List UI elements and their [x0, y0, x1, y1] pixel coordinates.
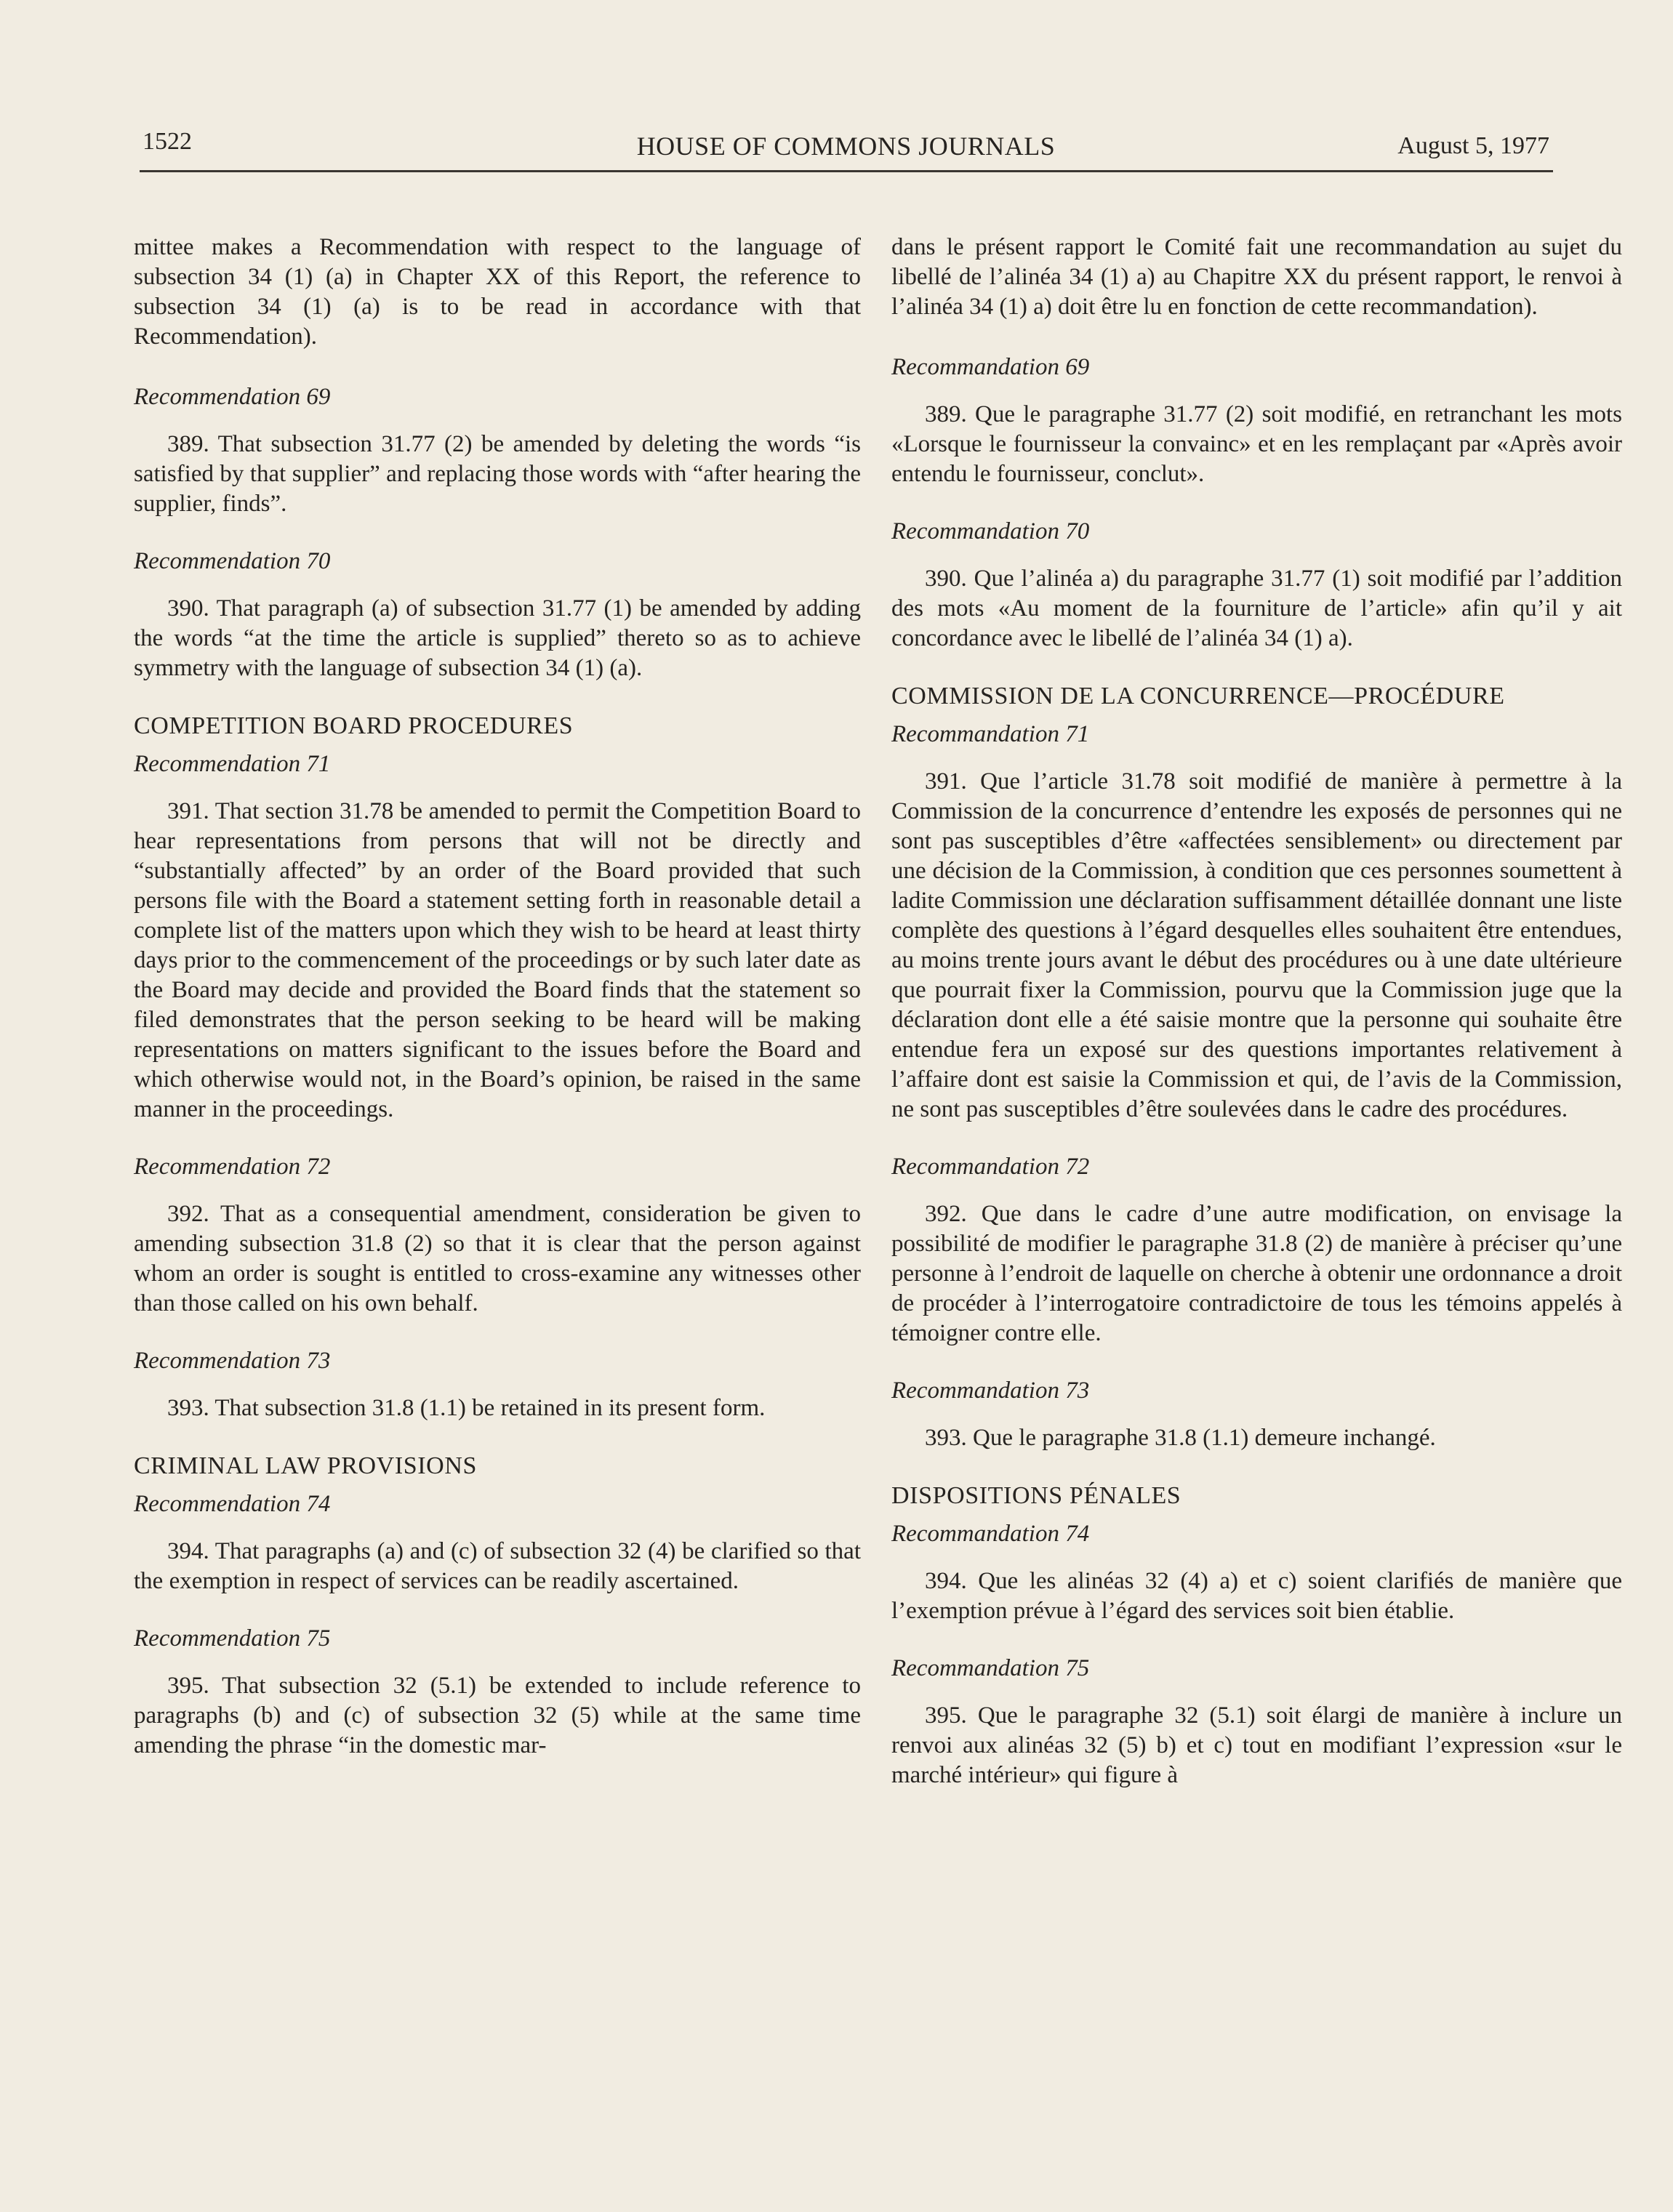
paragraph-395: 395. Que le paragraphe 32 (5.1) soit élargi de manière à inclure un renvoi aux alinéas 32 (5) b) et c) tout en modifiant l’expression «sur le marché intérieur» qui figure à [891, 1702, 1622, 1788]
recommendation-heading: Recommandation 72 [891, 1154, 1090, 1180]
recommendation-heading: Recommendation 69 [134, 384, 331, 410]
recommendation-heading: Recommandation 69 [891, 354, 1090, 380]
recommendation-heading: Recommendation 74 [134, 1491, 331, 1517]
paragraph-390: 390. Que l’alinéa a) du paragraphe 31.77 (1) soit modifié par l’addition des mots «Au moment de la fourniture de l’article» afin qu’il y ait concordance avec le libellé de l’alinéa 34 (1) a). [891, 566, 1622, 651]
continuation-paragraph: dans le présent rapport le Comité fait une recommandation au sujet du libellé de l’alinéa 34 (1) a) au Chapitre XX du présent rapport, le renvoi à l’alinéa 34 (1) a) doit être lu en fonction de cette recommandation). [891, 234, 1622, 320]
paragraph-394: 394. Que les alinéas 32 (4) a) et c) soient clarifiés de manière que l’exemption prévue à l’égard des services soit bien établie. [891, 1568, 1622, 1624]
journal-title: HOUSE OF COMMONS JOURNALS [636, 132, 1056, 161]
header-rule [140, 170, 1553, 172]
paragraph-392: 392. Que dans le cadre d’une autre modification, on envisage la possibilité de modifier le paragraphe 31.8 (2) de manière à préciser qu’une personne à l’endroit de laquelle on cherche à obtenir une ordonnance a droit de procéder à l’interrogatoire contradictoire de tous les témoins appelés à témoigner contre elle. [891, 1201, 1622, 1346]
paragraph-390: 390. That paragraph (a) of subsection 31.77 (1) be amended by adding the words “at the time the article is supplied” thereto so as to achieve symmetry with the language of subsection 34 (1) (a). [134, 595, 861, 681]
recommendation-heading: Recommendation 72 [134, 1154, 331, 1180]
paragraph-389: 389. That subsection 31.77 (2) be amended by deleting the words “is satisfied by that supplier” and replacing those words with “after hearing the supplier, finds”. [134, 431, 861, 517]
paragraph-392: 392. That as a consequential amendment, consideration be given to amending subsection 31.8 (2) so that it is clear that the person against whom an order is sought is entitled to cross-examine any witnesses other than those called on his own behalf. [134, 1201, 861, 1316]
french-column [891, 233, 1622, 1818]
recommendation-heading: Recommendation 75 [134, 1625, 331, 1652]
english-column [134, 233, 861, 1788]
paragraph-389: 389. Que le paragraphe 31.77 (2) soit modifié, en retranchant les mots «Lorsque le fournisseur la convainc» et en les remplaçant par «Après avoir entendu le fournisseur, conclut». [891, 401, 1622, 487]
continuation-paragraph: mittee makes a Recommendation with respect to the language of subsection 34 (1) (a) in Chapter XX of this Report, the reference to subsection 34 (1) (a) is to be read in accordance with that Recommendation). [134, 234, 861, 350]
paragraph-394: 394. That paragraphs (a) and (c) of subsection 32 (4) be clarified so that the exemption in respect of services can be readily ascertained. [134, 1538, 861, 1594]
recommendation-heading: Recommendation 70 [134, 548, 331, 574]
page-number: 1522 [143, 128, 192, 155]
section-heading: DISPOSITIONS PÉNALES [891, 1482, 1181, 1509]
paragraph-393: 393. That subsection 31.8 (1.1) be retained in its present form. [167, 1395, 766, 1421]
section-heading: COMPETITION BOARD PROCEDURES [134, 712, 574, 739]
recommendation-heading: Recommendation 71 [134, 751, 331, 777]
journal-date: August 5, 1977 [1397, 132, 1549, 159]
page-header [143, 122, 1549, 169]
section-heading: CRIMINAL LAW PROVISIONS [134, 1452, 477, 1479]
paragraph-391: 391. Que l’article 31.78 soit modifié de manière à permettre à la Commission de la concurrence d’entendre les exposés de personnes qui ne sont pas susceptibles d’être «affectées sensiblement» ou directement par une décision de la Commission, à condition que ces personnes soumettent à ladite Commission une déclaration suffisamment détaillée donnant une liste complète des questions à l’égard desquelles elles souhaitent être entendues, au moins trente jours avant le début des procédures ou à une date ultérieure que pourrait fixer la Commission, pourvu que la Commission juge que la déclaration dont elle a été saisie montre que la personne qui souhaite être entendue fera un exposé sur des questions importantes relativement à l’affaire dont est saisie la Commission et qui, de l’avis de la Commission, ne sont pas susceptibles d’être soulevées dans le cadre des procédures. [891, 768, 1622, 1122]
recommendation-heading: Recommandation 70 [891, 518, 1090, 544]
paragraph-393: 393. Que le paragraphe 31.8 (1.1) demeure inchangé. [925, 1425, 1436, 1451]
recommendation-heading: Recommandation 73 [891, 1378, 1090, 1404]
recommendation-heading: Recommendation 73 [134, 1348, 331, 1374]
paragraph-391: 391. That section 31.78 be amended to permit the Competition Board to hear representations from persons that will not be directly and “substantially affected” by an order of the Board provided that such persons file with the Board a statement setting forth in reasonable detail a complete list of the matters upon which they wish to be heard at least thirty days prior to the commencement of the proceedings or by such later date as the Board may decide and provided the Board finds that the statement so filed demonstrates that the person seeking to be heard will be making representations on matters significant to the issues before the Board and which otherwise would not, in the Board’s opinion, be raised in the same manner in the proceedings. [134, 798, 861, 1122]
paragraph-395: 395. That subsection 32 (5.1) be extended to include reference to paragraphs (b) and (c) of subsection 32 (5) while at the same time amending the phrase “in the domestic mar- [134, 1673, 861, 1758]
recommendation-heading: Recommandation 71 [891, 721, 1090, 747]
recommendation-heading: Recommandation 74 [891, 1521, 1090, 1547]
section-heading: COMMISSION DE LA CONCURRENCE—PROCÉDURE [891, 683, 1505, 709]
recommendation-heading: Recommandation 75 [891, 1655, 1090, 1681]
